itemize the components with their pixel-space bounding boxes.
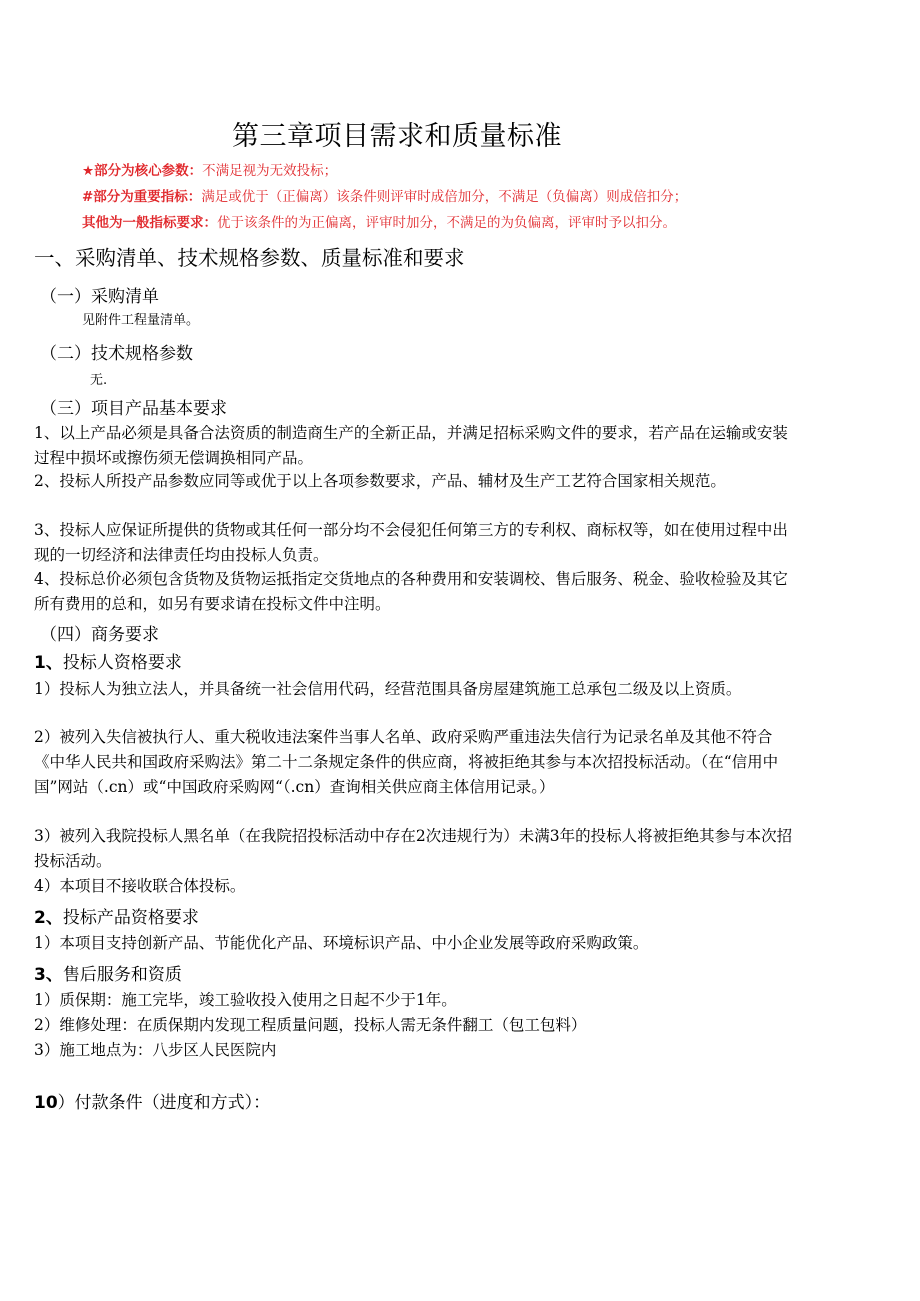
bidder-qualification-num: 1、 <box>34 653 63 673</box>
section-heading: 一、采购清单、技术规格参数、质量标准和要求 <box>34 246 465 270</box>
bidder-qualification-item-4: 4）本项目不接收联合体投标。 <box>34 877 246 895</box>
bidder-qualification-item-2: 2）被列入失信被执行人、重大税收违法案件当事人名单、政府采购严重违法失信行为记录名单及其他不符合《中华人民共和国政府采购法》第二十二条规定条件的供应商，将被拒绝其参与本次招投标活动。（在“信用中国”网站（.cn）或“中国政府采购网“（.cn）查询相关供应商主体信用记录。） <box>34 728 779 796</box>
bidder-qualification-heading <box>34 648 182 673</box>
product-req-item-4: 4、投标总价必须包含货物及货物运抵指定交货地点的各种费用和安装调校、售后服务、税金、验收检验及其它所有费用的总和，如另有要求请在投标文件中注明。 <box>34 570 788 613</box>
product-qualification-num: 2、 <box>34 908 63 928</box>
note-important-text: 满足或优于（正偏离）该条件则评审时成倍加分，不满足（负偏离）则成倍扣分； <box>201 189 688 205</box>
note-general-label: 其他为一般指标要求： <box>82 215 217 231</box>
note-core-label: ★部分为核心参数： <box>82 163 203 179</box>
product-req-item-1: 1、以上产品必须是具备合法资质的制造商生产的全新正品，并满足招标采购文件的要求，若产品在运输或安装过程中损坏或擦伤须无偿调换相同产品。 <box>34 424 788 467</box>
bidder-qualification-item-1: 1）投标人为独立法人，并具备统一社会信用代码，经营范围具备房屋建筑施工总承包二级及以上资质。 <box>34 680 742 698</box>
bidder-qualification-item-3: 3）被列入我院投标人黑名单（在我院招投标活动中存在2次违规行为）未满3年的投标人将被拒绝其参与本次招投标活动。 <box>34 827 793 870</box>
after-sales-num: 3、 <box>34 965 63 985</box>
tech-spec-text: 无. <box>90 373 108 388</box>
payment-terms-heading <box>34 1088 270 1113</box>
business-req-heading: （四）商务要求 <box>40 625 159 645</box>
bidder-qualification-title: 投标人资格要求 <box>62 653 182 673</box>
note-core-text: 不满足视为无效投标； <box>202 163 338 179</box>
tech-spec-heading: （二）技术规格参数 <box>40 344 193 364</box>
procurement-list-text: 见附件工程量清单。 <box>82 313 200 328</box>
payment-terms-text: ）付款条件（进度和方式）： <box>57 1093 271 1113</box>
after-sales-title: 售后服务和资质 <box>62 965 182 985</box>
note-core <box>82 159 337 179</box>
product-qualification-title: 投标产品资格要求 <box>62 908 199 928</box>
after-sales-item-2: 2）维修处理：在质保期内发现工程质量问题，投标人需无条件翻工（包工包料） <box>34 1016 587 1034</box>
product-req-heading: （三）项目产品基本要求 <box>40 399 227 419</box>
note-important <box>82 185 687 205</box>
product-req-item-2: 2、投标人所投产品参数应同等或优于以上各项参数要求，产品、辅材及生产工艺符合国家相关规范。 <box>34 472 726 490</box>
after-sales-item-1: 1）质保期：施工完毕，竣工验收投入使用之日起不少于1年。 <box>34 991 457 1009</box>
after-sales-heading <box>34 960 182 985</box>
page-title: 第三章项目需求和质量标准 <box>232 121 562 152</box>
product-qualification-item-1: 1）本项目支持创新产品、节能优化产品、环境标识产品、中小企业发展等政府采购政策。 <box>34 934 649 952</box>
note-general-text: 优于该条件的为正偏离，评审时加分，不满足的为负偏离，评审时予以扣分。 <box>217 215 676 231</box>
note-important-label: #部分为重要指标： <box>82 189 202 205</box>
note-general <box>82 211 676 231</box>
after-sales-item-3: 3）施工地点为：八步区人民医院内 <box>34 1041 277 1059</box>
procurement-list-heading: （一）采购清单 <box>40 287 159 307</box>
product-qualification-heading <box>34 903 199 928</box>
payment-terms-num: 10 <box>34 1093 58 1113</box>
product-req-item-3: 3、投标人应保证所提供的货物或其任何一部分均不会侵犯任何第三方的专利权、商标权等，如在使用过程中出现的一切经济和法律责任均由投标人负责。 <box>34 521 788 564</box>
